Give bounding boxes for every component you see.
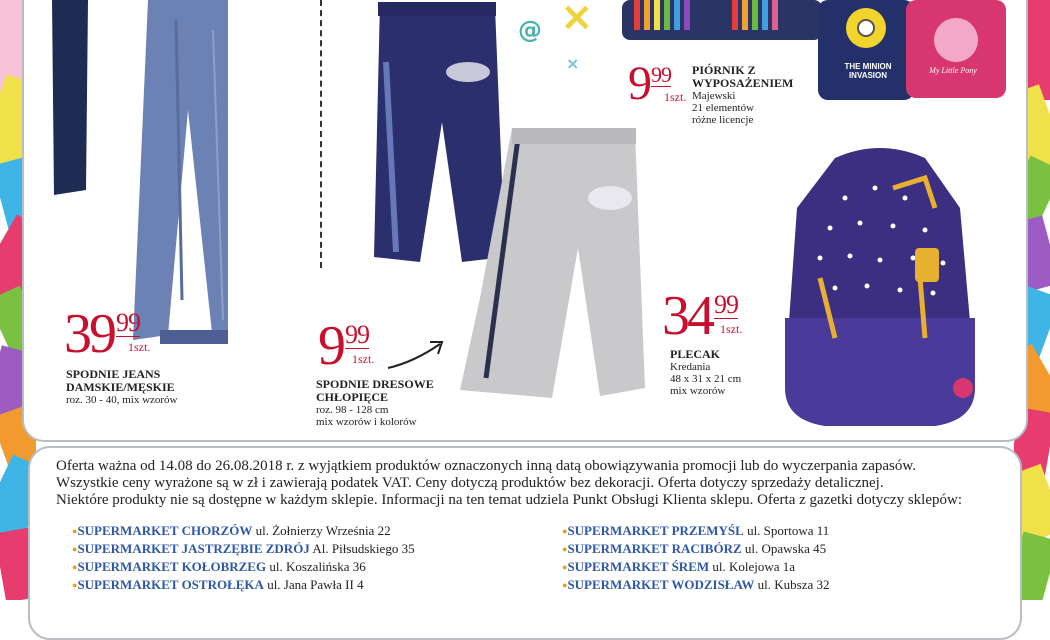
bullet-icon: ● xyxy=(562,526,568,536)
terms-line: Wszystkie ceny wyrażone są w zł i zawierają podatek VAT. Ceny dotyczą produktów bez dekoracji. Oferta dotyczy sprzedaży detalicznej. xyxy=(56,475,884,491)
product-detail: 48 x 31 x 21 cm xyxy=(670,373,742,385)
price-decimal: 99 xyxy=(116,308,140,337)
at-sign-doodle: @ xyxy=(518,16,542,44)
store-item xyxy=(72,540,415,558)
pencil-case-description xyxy=(692,64,812,126)
price-decimal: 99 xyxy=(714,290,738,319)
store-item xyxy=(72,558,415,576)
product-detail: 21 elementów xyxy=(692,102,755,114)
store-item xyxy=(562,558,830,576)
store-item xyxy=(562,576,830,594)
x-doodle: × xyxy=(560,0,594,40)
jeans-image xyxy=(48,0,228,350)
store-address: ul. Żołnierzy Września 22 xyxy=(255,523,391,538)
store-item xyxy=(72,576,415,594)
store-list-left xyxy=(72,522,415,594)
store-address: ul. Kubsza 32 xyxy=(757,577,830,592)
price-integer: 9 xyxy=(318,315,343,377)
product-name: PLECAK xyxy=(670,347,721,361)
product-detail: Majewski xyxy=(692,90,736,102)
product-detail: roz. 98 - 128 cm xyxy=(316,404,389,416)
store-list-right xyxy=(562,522,830,594)
product-detail: mix wzorów i kolorów xyxy=(316,416,417,428)
store-item xyxy=(72,522,415,540)
price-integer: 39 xyxy=(64,303,114,365)
offer-terms xyxy=(56,458,1036,509)
jeans-price xyxy=(64,303,151,365)
price-unit: 1szt. xyxy=(352,352,375,366)
grey-pants-image xyxy=(460,128,660,408)
store-address: ul. Sportowa 11 xyxy=(747,523,830,538)
bullet-icon: ● xyxy=(72,526,78,536)
store-name: SUPERMARKET PRZEMYŚL xyxy=(567,523,744,538)
product-detail: Kredania xyxy=(670,361,711,373)
bullet-icon: ● xyxy=(72,580,78,590)
price-integer: 34 xyxy=(662,285,712,347)
store-item xyxy=(562,522,830,540)
store-item xyxy=(562,540,830,558)
pencil-case-price xyxy=(628,57,687,110)
sweatpants-description xyxy=(316,378,466,428)
product-name: SPODNIE JEANS DAMSKIE/MĘSKIE xyxy=(66,367,175,394)
jeans-description xyxy=(66,368,226,406)
store-name: SUPERMARKET WODZISŁAW xyxy=(567,577,755,592)
bullet-icon: ● xyxy=(72,562,78,572)
product-detail: różne licencje xyxy=(692,114,754,126)
store-name: SUPERMARKET OSTROŁĘKA xyxy=(77,577,264,592)
store-name: SUPERMARKET JASTRZĘBIE ZDRÓJ xyxy=(77,541,310,556)
bullet-icon: ● xyxy=(72,544,78,554)
terms-line: Oferta ważna od 14.08 do 26.08.2018 r. z wyjątkiem produktów oznaczonych inną datą obowiązywania promocji lub do wyczerpania zapasów. xyxy=(56,458,917,474)
dashed-divider xyxy=(320,0,322,268)
bullet-icon: ● xyxy=(562,562,568,572)
store-address: ul. Jana Pawła II 4 xyxy=(267,577,364,592)
store-address: ul. Koszalińska 36 xyxy=(269,559,366,574)
store-address: Al. Piłsudskiego 35 xyxy=(312,541,415,556)
product-name: PIÓRNIK Z WYPOSAŻENIEM xyxy=(692,63,794,90)
product-detail: mix wzorów xyxy=(670,385,726,397)
store-address: ul. Opawska 45 xyxy=(744,541,827,556)
terms-line: Niektóre produkty nie są dostępne w każdym sklepie. Informacji na ten temat udziela Punkt Obsługi Klienta sklepu. Oferta z gazetki dotyczy sklepów: xyxy=(56,492,962,508)
store-name: SUPERMARKET KOŁOBRZEG xyxy=(77,559,267,574)
minion-case-label: THE MINION INVASION xyxy=(844,62,892,80)
price-decimal: 99 xyxy=(345,320,369,349)
backpack-description xyxy=(670,348,770,397)
store-name: SUPERMARKET ŚREM xyxy=(567,559,710,574)
pony-case-label: My Little Pony xyxy=(929,66,977,75)
product-detail: roz. 30 - 40, mix wzorów xyxy=(66,394,178,406)
arrow-icon xyxy=(384,338,448,372)
price-unit: 1szt. xyxy=(664,90,687,104)
product-name: SPODNIE DRESOWE CHŁOPIĘCE xyxy=(316,377,434,404)
sweatpants-price xyxy=(318,315,375,377)
bullet-icon: ● xyxy=(562,580,568,590)
backpack-price xyxy=(662,285,743,347)
backpack-image xyxy=(775,148,985,438)
price-unit: 1szt. xyxy=(128,340,151,354)
bullet-icon: ● xyxy=(562,544,568,554)
price-integer: 9 xyxy=(628,57,649,110)
price-unit: 1szt. xyxy=(720,322,743,336)
store-name: SUPERMARKET CHORZÓW xyxy=(77,523,253,538)
store-address: ul. Kolejowa 1a xyxy=(712,559,796,574)
small-x-doodle: × xyxy=(566,54,580,73)
store-name: SUPERMARKET RACIBÓRZ xyxy=(567,541,742,556)
price-decimal: 99 xyxy=(651,62,671,87)
